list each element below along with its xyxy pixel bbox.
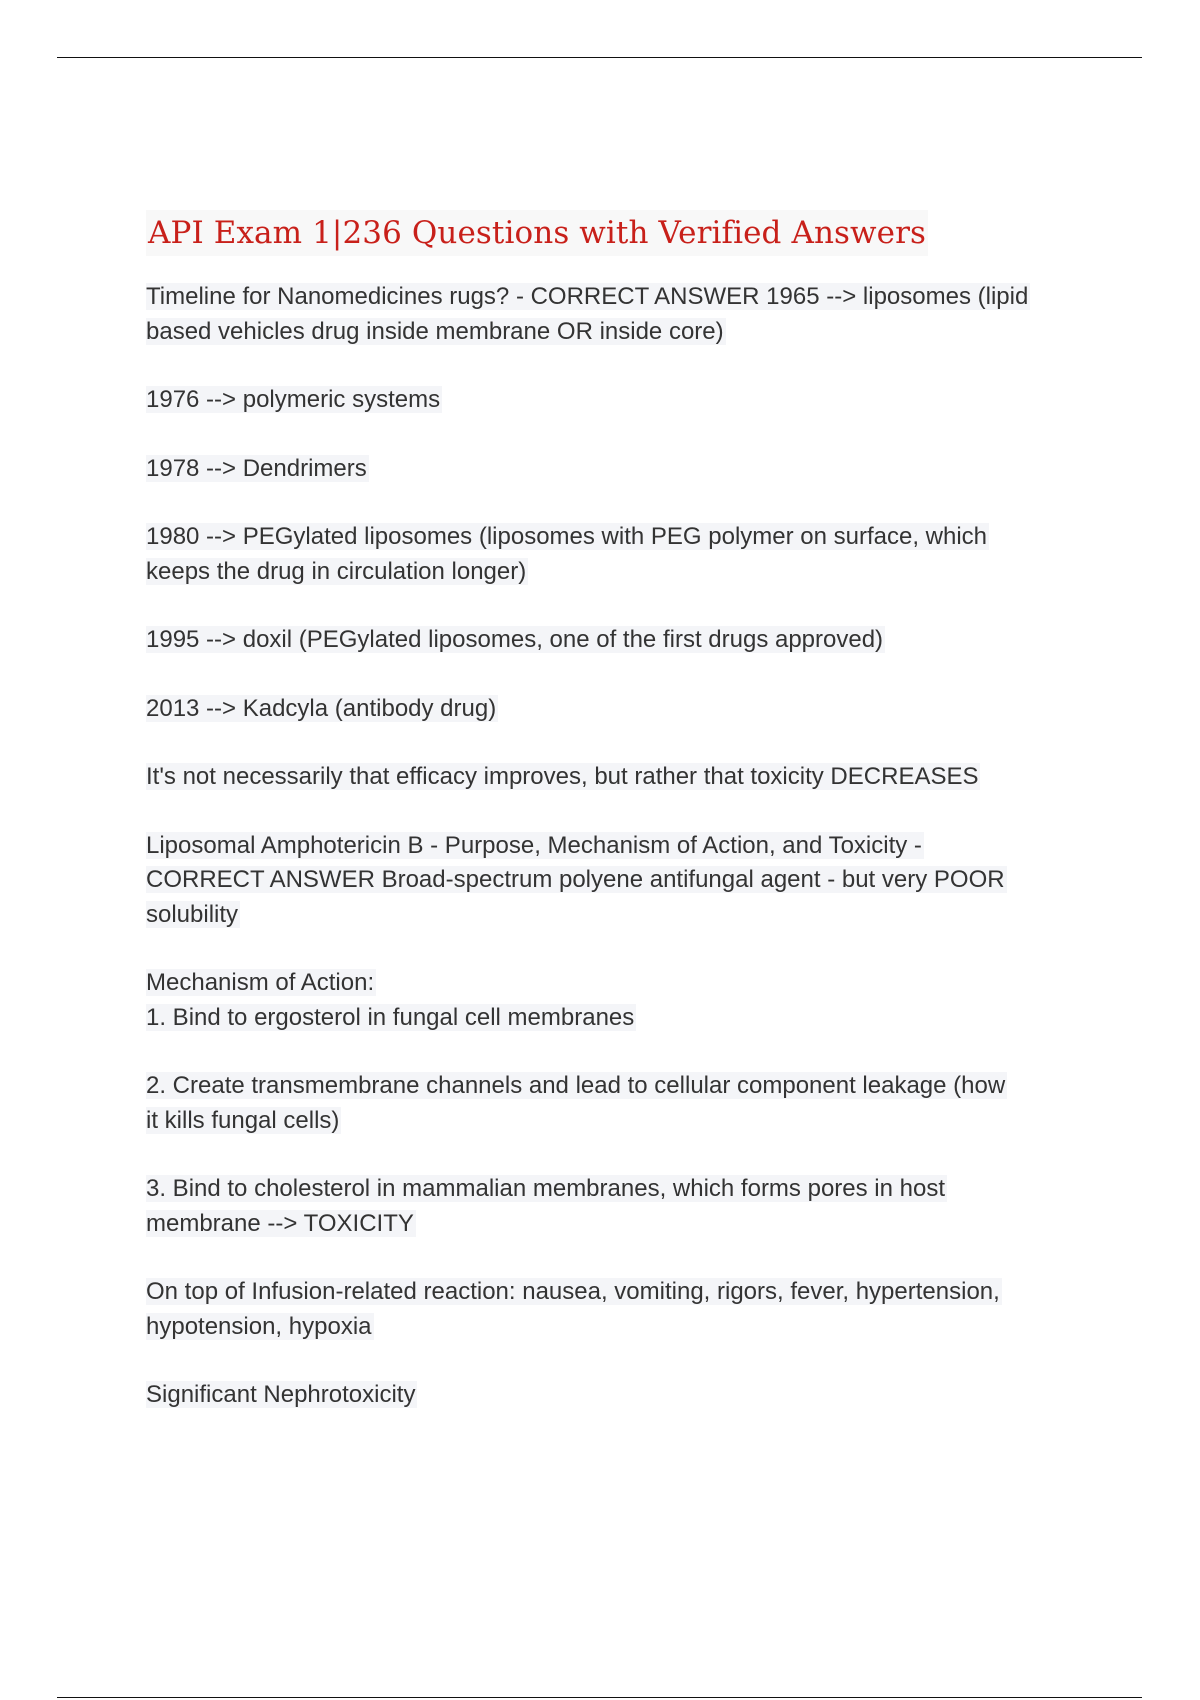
footer-rule	[57, 1697, 1142, 1698]
paragraph-mechanism	[146, 966, 1086, 1035]
text-line: 1. Bind to ergosterol in fungal cell membranes	[146, 1003, 635, 1031]
paragraph-efficacy-note	[146, 760, 1086, 795]
text-line: 1980 --> PEGylated liposomes (liposomes with PEG polymer on surface, which	[146, 523, 988, 550]
text-line: 3. Bind to cholesterol in mammalian membranes, which forms pores in host	[146, 1175, 946, 1202]
paragraph-1976	[146, 383, 1086, 418]
text-line: 2. Create transmembrane channels and lead to cellular component leakage (how	[146, 1072, 1006, 1099]
text-line: membrane --> TOXICITY	[146, 1209, 414, 1237]
text-line: 1978 --> Dendrimers	[146, 454, 367, 482]
text-line: it kills fungal cells)	[146, 1106, 340, 1134]
text-line: 1976 --> polymeric systems	[146, 386, 441, 413]
paragraph-infusion-reaction	[146, 1275, 1086, 1344]
paragraph-nephrotoxicity	[146, 1378, 1086, 1413]
text-line: Significant Nephrotoxicity	[146, 1381, 416, 1408]
paragraph-timeline	[146, 280, 1086, 349]
paragraph-mechanism-2	[146, 1069, 1086, 1138]
text-line: solubility	[146, 900, 239, 928]
paragraph-1995	[146, 623, 1086, 658]
text-line: Mechanism of Action:	[146, 969, 375, 996]
header-rule	[57, 57, 1142, 58]
text-line: It's not necessarily that efficacy improves, but rather that toxicity DECREASES	[146, 763, 979, 790]
paragraph-2013	[146, 692, 1086, 727]
text-line: 1995 --> doxil (PEGylated liposomes, one of the first drugs approved)	[146, 626, 884, 653]
document-title: API Exam 1|236 Questions with Verified Answers	[146, 210, 928, 256]
text-line: CORRECT ANSWER Broad-spectrum polyene antifungal agent - but very POOR	[146, 866, 1005, 893]
paragraph-amphotericin	[146, 829, 1086, 933]
text-line: keeps the drug in circulation longer)	[146, 557, 527, 585]
paragraph-1978	[146, 452, 1086, 487]
text-line: 2013 --> Kadcyla (antibody drug)	[146, 694, 497, 722]
text-line: Liposomal Amphotericin B - Purpose, Mechanism of Action, and Toxicity -	[146, 831, 922, 859]
paragraph-1980	[146, 520, 1086, 589]
text-line: On top of Infusion-related reaction: nausea, vomiting, rigors, fever, hypertension,	[146, 1278, 1000, 1305]
text-line: Timeline for Nanomedicines rugs? - CORRECT ANSWER 1965 --> liposomes (lipid	[146, 283, 1029, 310]
text-line: based vehicles drug inside membrane OR inside core)	[146, 317, 724, 345]
text-line: hypotension, hypoxia	[146, 1312, 372, 1340]
paragraph-mechanism-3	[146, 1172, 1086, 1241]
document-body	[146, 210, 1086, 1447]
